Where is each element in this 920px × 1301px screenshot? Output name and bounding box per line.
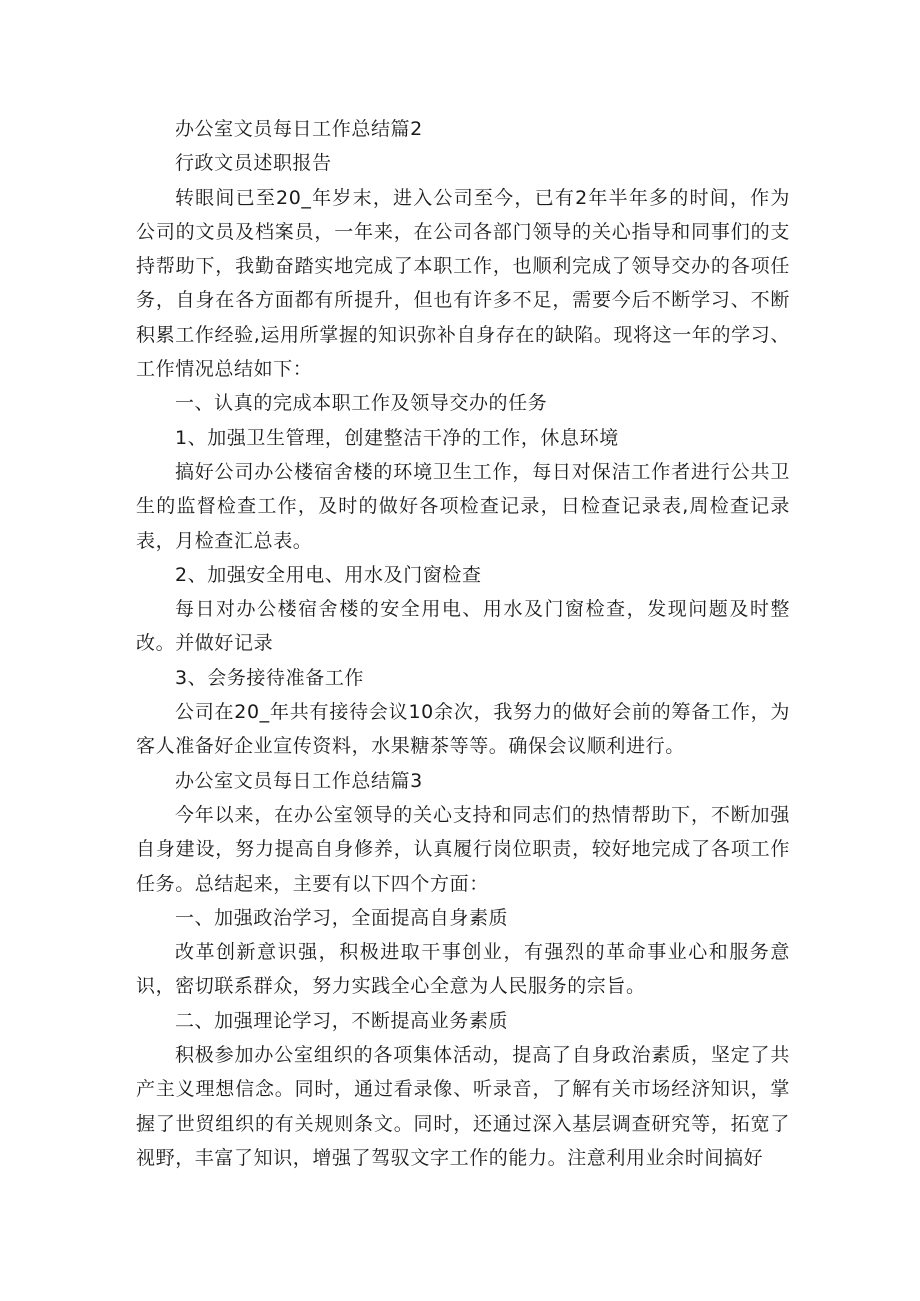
subheading: 一、加强政治学习，全面提高自身素质 bbox=[174, 906, 509, 929]
body-paragraph: 公司在20_年共有接待会议10余次，我努力的做好会前的筹备工作，为客人准备好企业宣传资料，水果糖茶等等。确保会议顺利进行。 bbox=[136, 701, 790, 758]
item-heading: 3、会务接待准备工作 bbox=[174, 666, 365, 689]
body-paragraph: 每日对办公楼宿舍楼的安全用电、用水及门窗检查，发现问题及时整改。并做好记录 bbox=[136, 598, 790, 655]
item-heading: 2、加强安全用电、用水及门窗检查 bbox=[174, 563, 482, 586]
body-paragraph: 搞好公司办公楼宿舍楼的环境卫生工作，每日对保洁工作者进行公共卫生的监督检查工作，及时的做好各项检查记录，日检查记录表,周检查记录表，月检查汇总表。 bbox=[136, 460, 790, 552]
body-paragraph: 改革创新意识强，积极进取干事创业，有强烈的革命事业心和服务意识，密切联系群众，努力实践全心全意为人民服务的宗旨。 bbox=[136, 941, 790, 998]
body-paragraph: 今年以来，在办公室领导的关心支持和同志们的热情帮助下，不断加强自身建设，努力提高自身修养，认真履行岗位职责，较好地完成了各项工作任务。总结起来，主要有以下四个方面： bbox=[136, 803, 790, 895]
document-page bbox=[136, 112, 790, 1175]
subheading: 二、加强理论学习，不断提高业务素质 bbox=[174, 1009, 509, 1032]
section-heading: 办公室文员每日工作总结篇2 bbox=[174, 118, 423, 140]
body-paragraph: 积极参加办公室组织的各项集体活动，提高了自身政治素质，坚定了共产主义理想信念。同时，通过看录像、听录音，了解有关市场经济知识，掌握了世贸组织的有关规则条文。同时，还通过深入基层调查研究等，拓宽了视野，丰富了知识，增强了驾驭文字工作的能力。注意利用业余时间搞好 bbox=[136, 1044, 790, 1169]
body-paragraph: 转眼间已至20_年岁末，进入公司至今，已有2年半年多的时间，作为公司的文员及档案员，一年来，在公司各部门领导的关心指导和同事们的支持帮助下，我勤奋踏实地完成了本职工作，也顺利完成了领导交办的各项任务，自身在各方面都有所提升，但也有许多不足，需要今后不断学习、不断积累工作经验,运用所掌握的知识弥补自身存在的缺陷。现将这一年的学习、工作情况总结如下： bbox=[136, 186, 790, 381]
section-heading: 办公室文员每日工作总结篇3 bbox=[174, 769, 423, 792]
report-title: 行政文员述职报告 bbox=[174, 152, 332, 175]
subheading: 一、认真的完成本职工作及领导交办的任务 bbox=[174, 392, 548, 415]
item-heading: 1、加强卫生管理，创建整洁干净的工作，休息环境 bbox=[174, 426, 619, 449]
